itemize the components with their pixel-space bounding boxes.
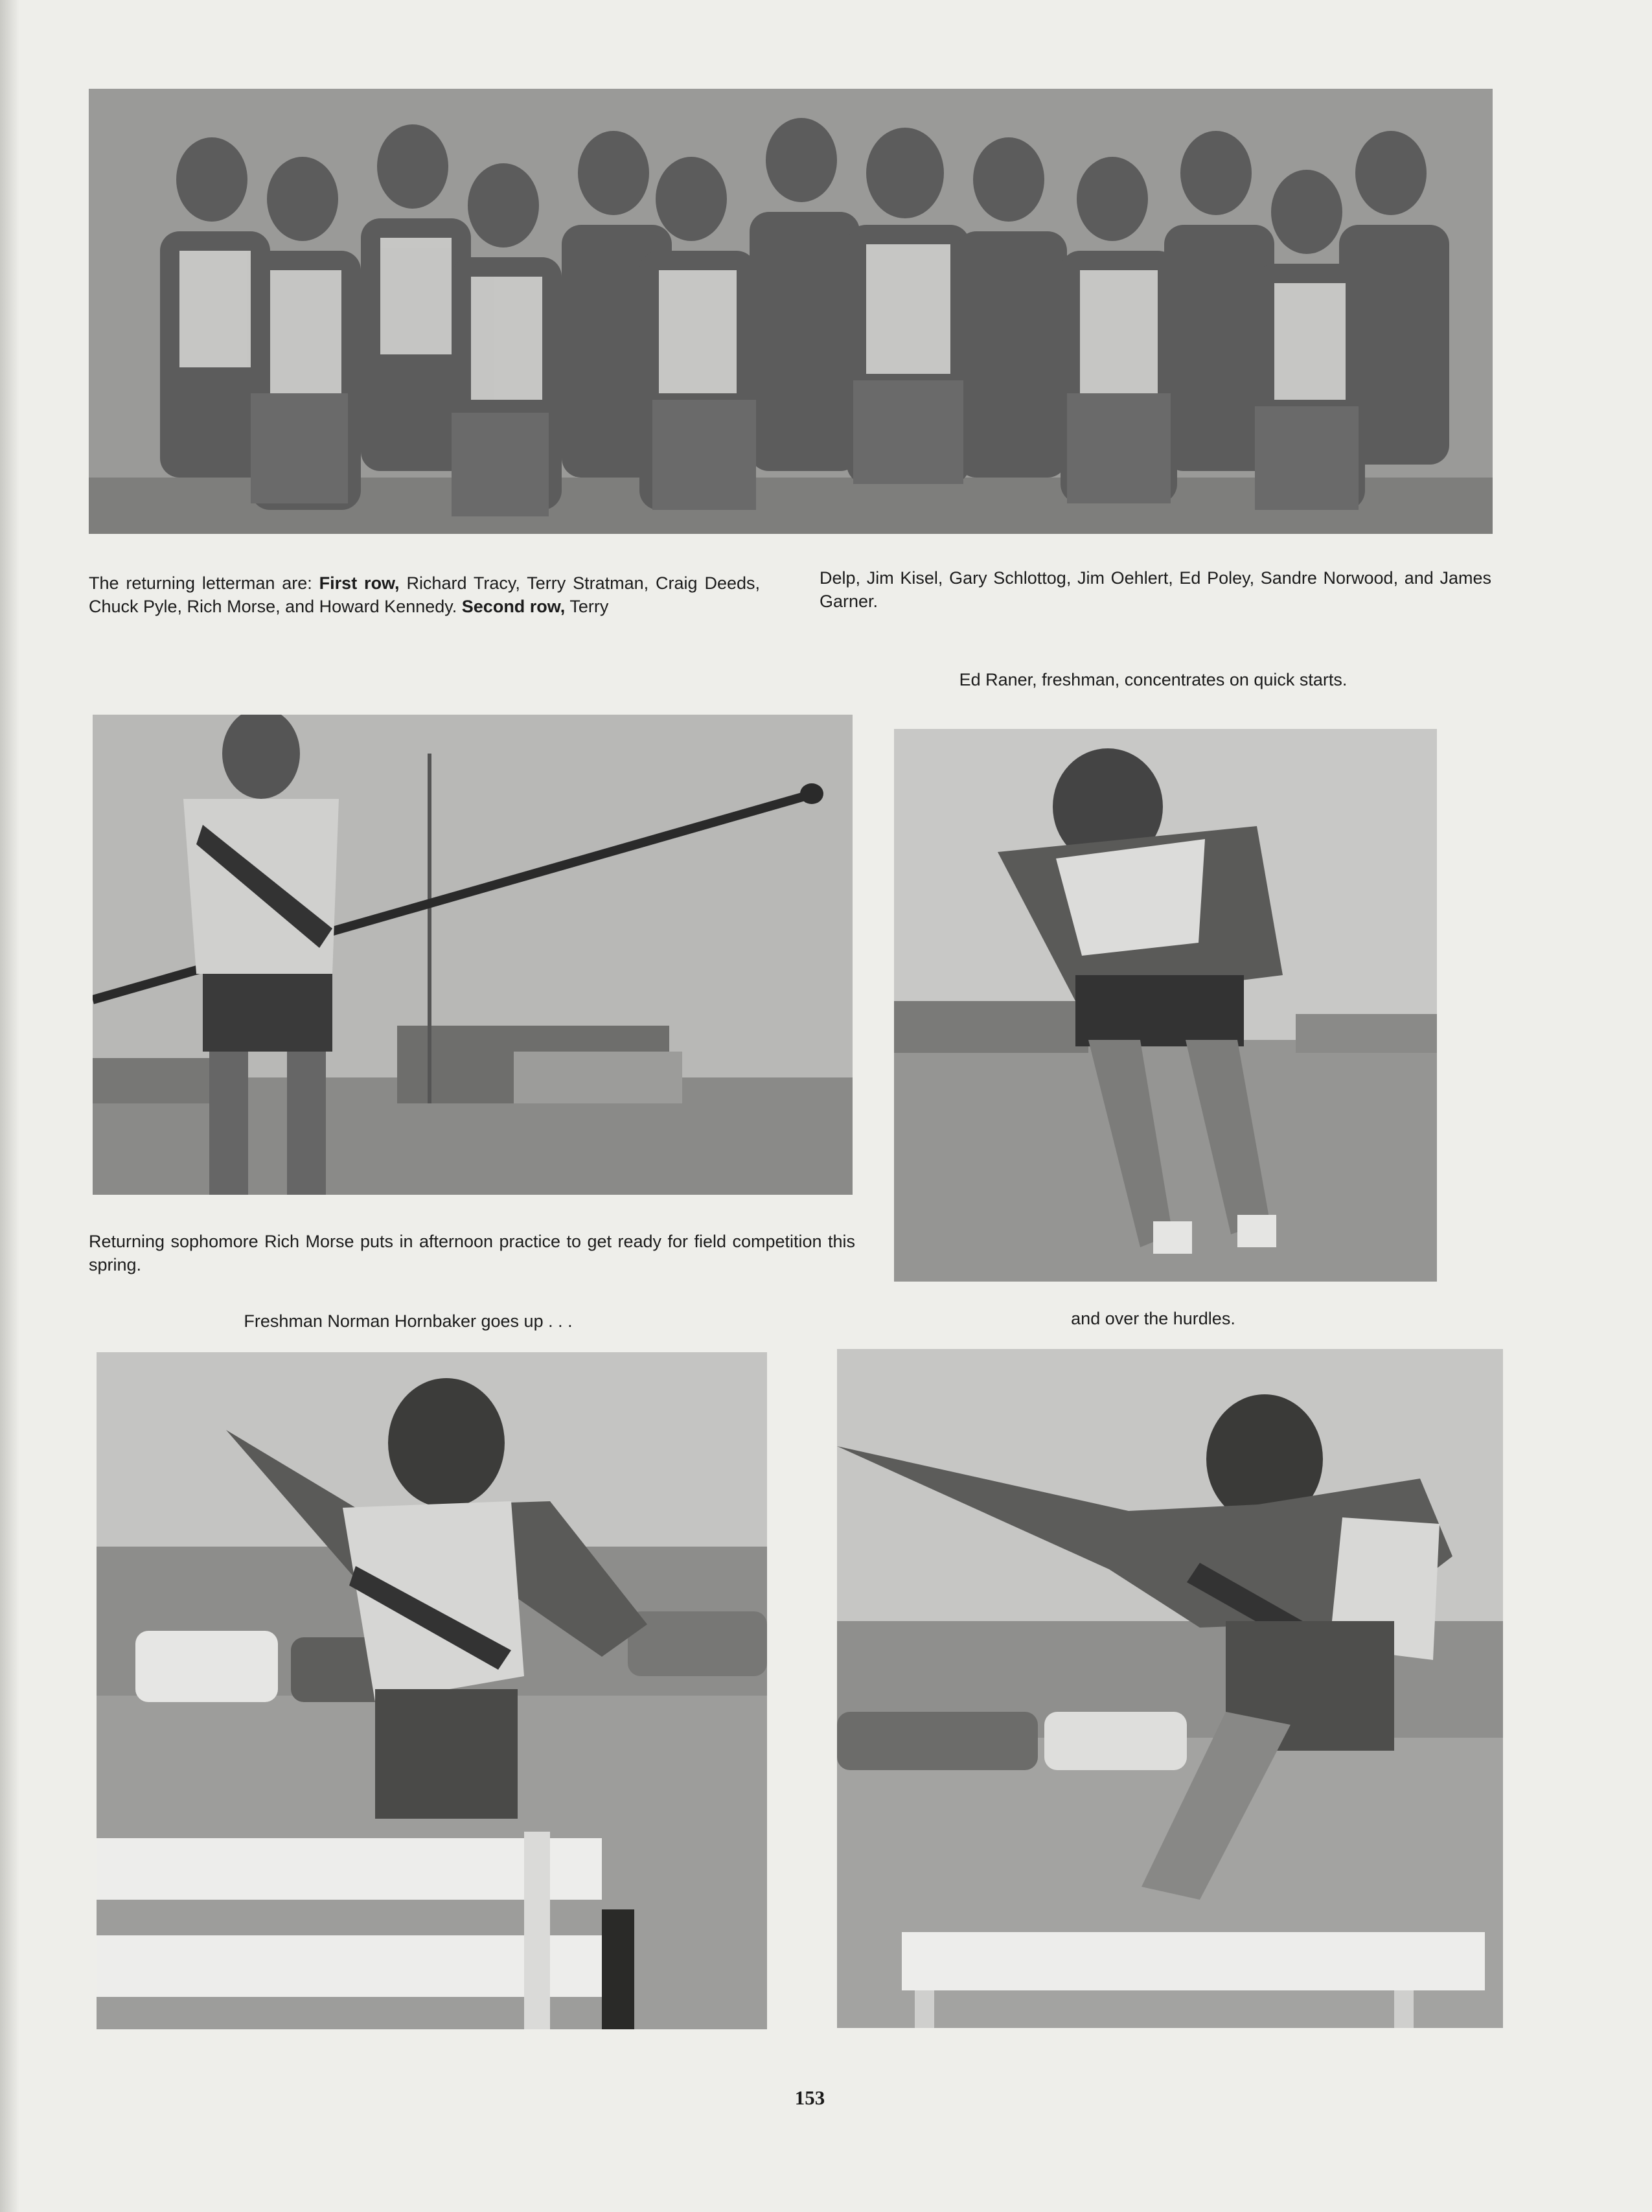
hornbaker-up-caption: Freshman Norman Hornbaker goes up . . . — [244, 1311, 573, 1331]
team-photo — [89, 89, 1493, 534]
pole-vault-photo — [93, 715, 853, 1195]
hurdle-photo-left — [97, 1352, 767, 2029]
page-binding-edge — [0, 0, 19, 2212]
hurdle-photo-right — [837, 1349, 1503, 2028]
over-hurdles-caption: and over the hurdles. — [1071, 1309, 1235, 1328]
team-caption-right: Delp, Jim Kisel, Gary Schlottog, Jim Oehlert, Ed Poley, Sandre Norwood, and James Garner. — [820, 568, 1491, 611]
raner-caption: Ed Raner, freshman, concentrates on quick starts. — [959, 670, 1348, 689]
team-caption-left: The returning letterman are: First row, Richard Tracy, Terry Stratman, Craig Deeds, Chuck Pyle, Rich Morse, and Howard Kennedy. Second row, Terry — [89, 573, 760, 616]
quick-start-photo — [894, 729, 1437, 1282]
first-row-label: First row, — [319, 573, 400, 593]
page-number: 153 — [794, 2086, 825, 2109]
second-row-label: Second row, — [461, 597, 566, 616]
morse-caption: Returning sophomore Rich Morse puts in afternoon practice to get ready for field competition this spring. — [89, 1232, 855, 1274]
